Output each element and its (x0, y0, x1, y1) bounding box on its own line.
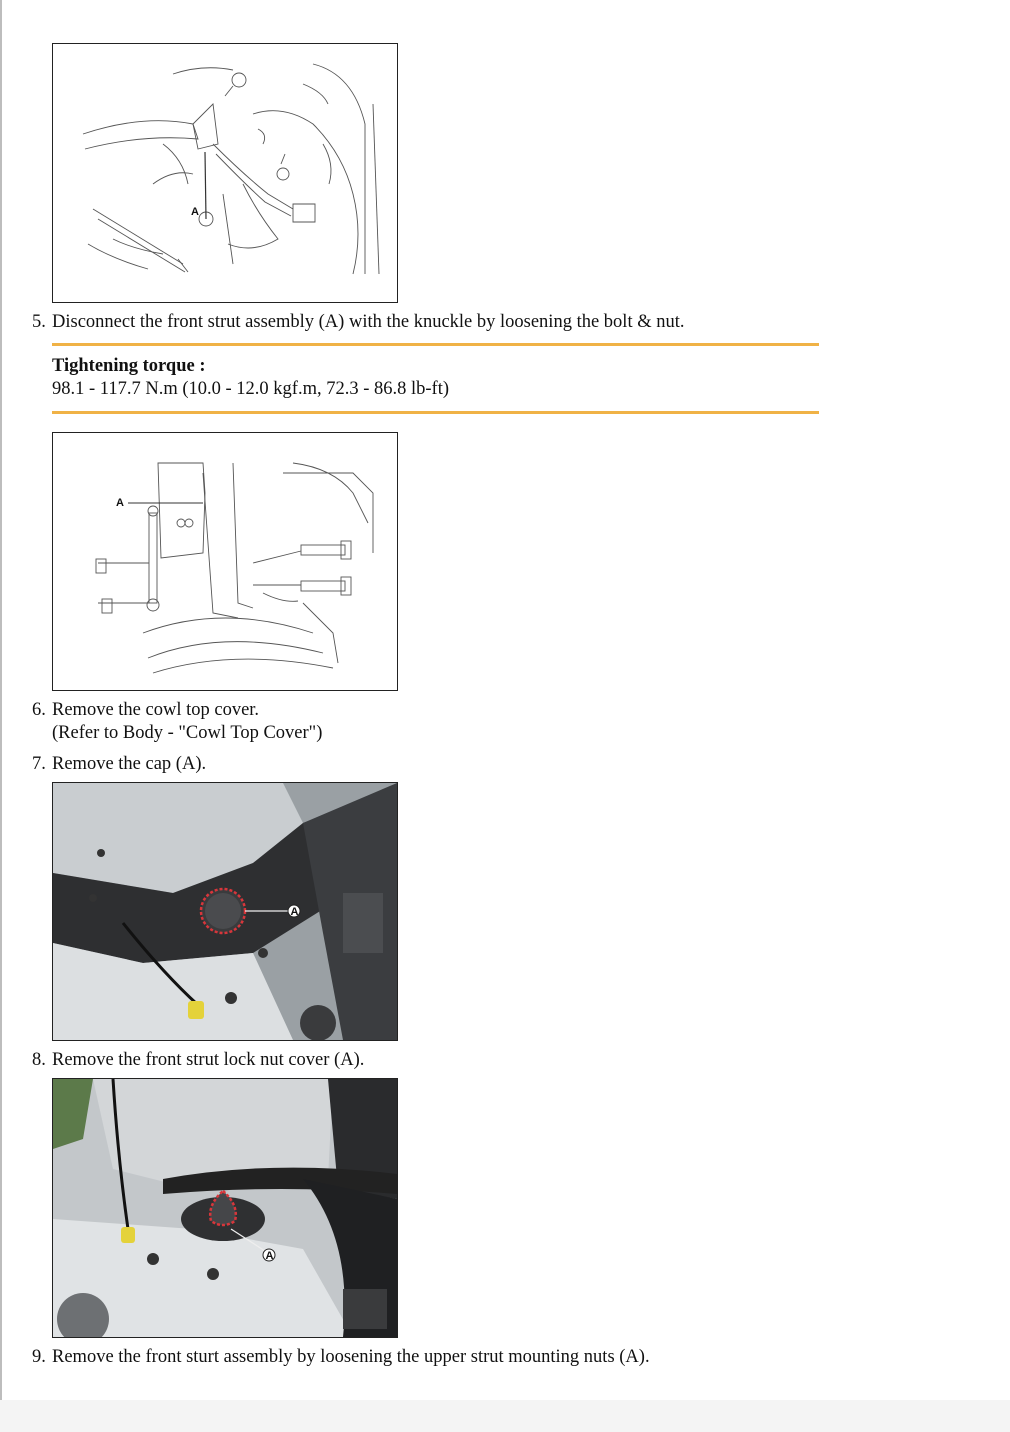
torque-title: Tightening torque : (52, 356, 206, 376)
step-number: 5. (32, 312, 46, 332)
step-5 (32, 311, 685, 334)
step-7 (32, 753, 206, 776)
step-8 (32, 1049, 364, 1072)
torque-value: 98.1 - 117.7 N.m (10.0 - 12.0 kgf.m, 72.3 - 86.8 lb-ft) (52, 379, 450, 399)
lock-nut-cover-photo-illustration (53, 1079, 397, 1337)
step-text: Remove the front sturt assembly by loosening the upper strut mounting nuts (A). (52, 1347, 650, 1367)
strut-knuckle-illustration (53, 433, 397, 690)
page-left-border (0, 0, 2, 1432)
stabilizer-link-illustration (53, 44, 397, 302)
torque-bottom-rule (52, 411, 819, 414)
figure-cap-photo (52, 782, 398, 1041)
cap-photo-illustration (53, 783, 397, 1040)
step-text: Remove the cowl top cover. (52, 700, 260, 720)
figure-lock-nut-cover-photo (52, 1078, 398, 1338)
step-text: Remove the cap (A). (52, 754, 207, 774)
step-number: 7. (32, 754, 46, 774)
step-text: Disconnect the front strut assembly (A) with the knuckle by loosening the bolt & nut. (52, 312, 685, 332)
figure-1-callout-label: A (191, 206, 199, 218)
figure-strut-knuckle-drawing (52, 432, 398, 691)
step-6 (32, 699, 259, 722)
step-number: 6. (32, 700, 46, 720)
step-number: 9. (32, 1347, 46, 1367)
torque-top-rule (52, 343, 819, 346)
step-text: Remove the front strut lock nut cover (A). (52, 1050, 365, 1070)
figure-2-callout-label: A (116, 497, 124, 509)
figure-3-callout-label: A (290, 906, 299, 918)
figure-stabilizer-link-drawing (52, 43, 398, 303)
figure-4-callout-label: A (265, 1250, 274, 1262)
step-number: 8. (32, 1050, 46, 1070)
page-bottom-band (0, 1400, 1010, 1432)
step-6-reference: (Refer to Body - "Cowl Top Cover") (52, 723, 323, 743)
step-9 (32, 1346, 650, 1369)
